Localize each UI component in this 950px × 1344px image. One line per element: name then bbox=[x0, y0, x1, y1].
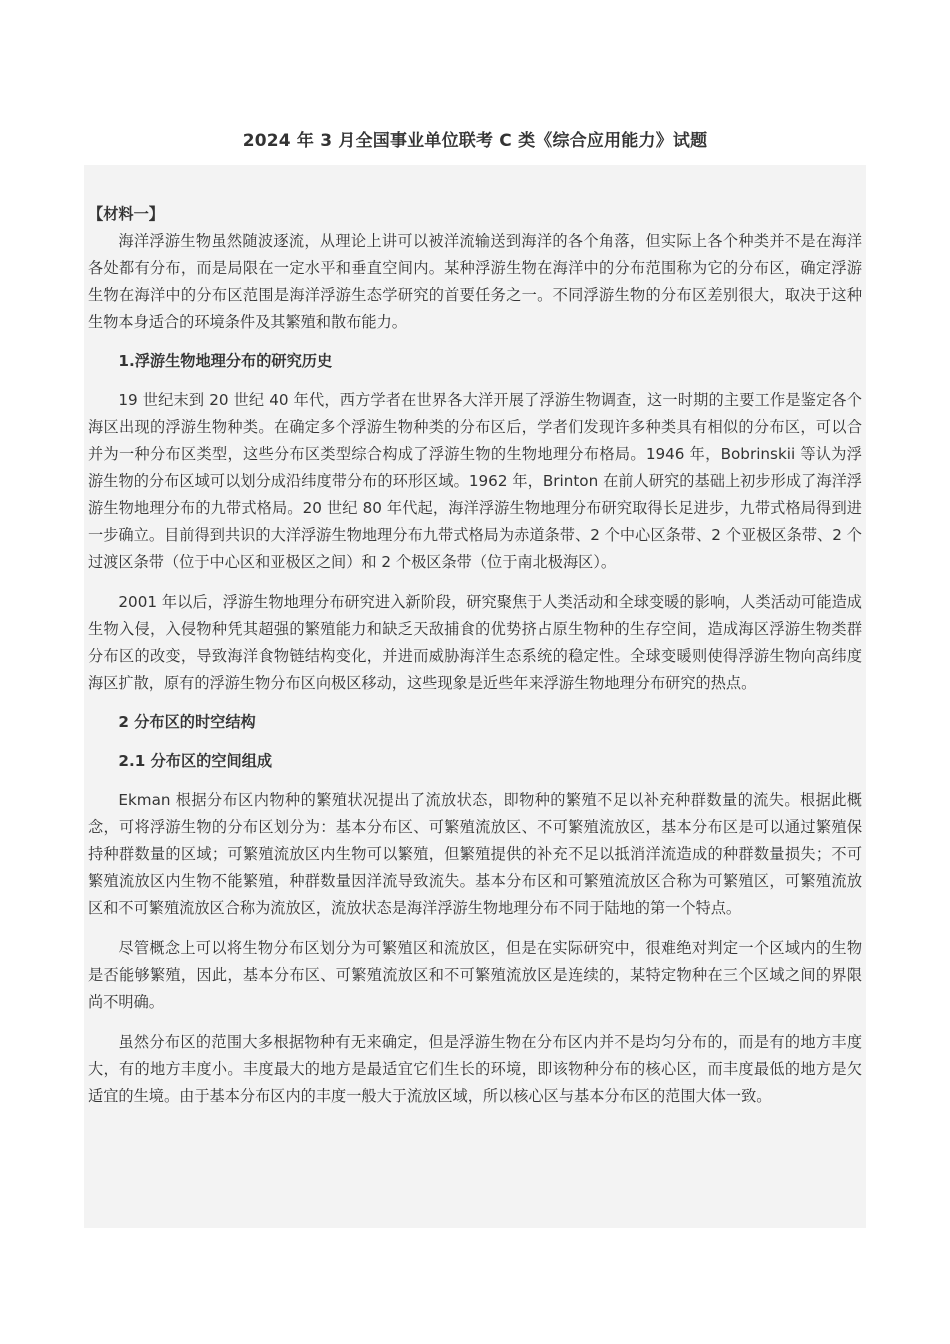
material-label: 【材料一】 bbox=[88, 205, 164, 223]
section2-heading: 2 分布区的时空结构 bbox=[118, 713, 256, 731]
material-content-block bbox=[84, 165, 866, 1228]
section1-heading: 1.浮游生物地理分布的研究历史 bbox=[118, 352, 333, 370]
section2-1-paragraph-1: Ekman 根据分布区内物种的繁殖状况提出了流放状态，即物种的繁殖不足以补充种群数量的流失。根据此概念，可将浮游生物的分布区划分为：基本分布区、可繁殖流放区、不可繁殖流放区，基本分布区是可以通过繁殖保持种群数量的区域；可繁殖流放区内生物可以繁殖，但繁殖提供的补充不足以抵消洋流造成的种群数量损失；不可繁殖流放区内生物不能繁殖，种群数量因洋流导致流失。基本分布区和可繁殖流放区合称为可繁殖区，可繁殖流放区和不可繁殖流放区合称为流放区，流放状态是海洋浮游生物地理分布不同于陆地的第一个特点。 bbox=[88, 791, 862, 917]
section2-1-paragraph-3: 虽然分布区的范围大多根据物种有无来确定，但是浮游生物在分布区内并不是均匀分布的，而是有的地方丰度大，有的地方丰度小。丰度最大的地方是最适宜它们生长的环境，即该物种分布的核心区，而丰度最低的地方是欠适宜的生境。由于基本分布区内的丰度一般大于流放区域，所以核心区与基本分布区的范围大体一致。 bbox=[88, 1033, 862, 1105]
section2-1-heading: 2.1 分布区的空间组成 bbox=[118, 752, 273, 770]
section1-paragraph-1: 19 世纪末到 20 世纪 40 年代，西方学者在世界各大洋开展了浮游生物调查，这一时期的主要工作是鉴定各个海区出现的浮游生物种类。在确定多个浮游生物种类的分布区后，学者们发现许多种类具有相似的分布区，可以合并为一种分布区类型，这些分布区类型综合构成了浮游生物的生物地理分布格局。1946 年，Bobrinskii 等认为浮游生物的分布区域可以划分成沿纬度带分布的环形区域。1962 年，Brinton 在前人研究的基础上初步形成了海洋浮游生物地理分布的九带式格局。20 世纪 80 年代起，海洋浮游生物地理分布研究取得长足进步，九带式格局得到进一步确立。目前得到共识的大洋浮游生物地理分布九带式格局为赤道条带、2 个中心区条带、2 个亚极区条带、2 个过渡区条带（位于中心区和亚极区之间）和 2 个极区条带（位于南北极海区）。 bbox=[88, 391, 862, 571]
section2-1-paragraph-2: 尽管概念上可以将生物分布区划分为可繁殖区和流放区，但是在实际研究中，很难绝对判定一个区域内的生物是否能够繁殖，因此，基本分布区、可繁殖流放区和不可繁殖流放区是连续的，某特定物种在三个区域之间的界限尚不明确。 bbox=[88, 939, 862, 1011]
section1-paragraph-2: 2001 年以后，浮游生物地理分布研究进入新阶段，研究聚焦于人类活动和全球变暖的影响，人类活动可能造成生物入侵，入侵物种凭其超强的繁殖能力和缺乏天敌捕食的优势挤占原生物种的生存空间，造成海区浮游生物类群分布区的改变，导致海洋食物链结构变化，并进而威胁海洋生态系统的稳定性。全球变暖则使得浮游生物向高纬度海区扩散，原有的浮游生物分布区向极区移动，这些现象是近些年来浮游生物地理分布研究的热点。 bbox=[88, 593, 862, 692]
document-title: 2024 年 3 月全国事业单位联考 C 类《综合应用能力》试题 bbox=[242, 131, 708, 151]
intro-paragraph: 海洋浮游生物虽然随波逐流，从理论上讲可以被洋流输送到海洋的各个角落，但实际上各个种类并不是在海洋各处都有分布，而是局限在一定水平和垂直空间内。某种浮游生物在海洋中的分布范围称为它的分布区，确定浮游生物在海洋中的分布区范围是海洋浮游生态学研究的首要任务之一。不同浮游生物的分布区差别很大，取决于这种生物本身适合的环境条件及其繁殖和散布能力。 bbox=[88, 232, 862, 331]
